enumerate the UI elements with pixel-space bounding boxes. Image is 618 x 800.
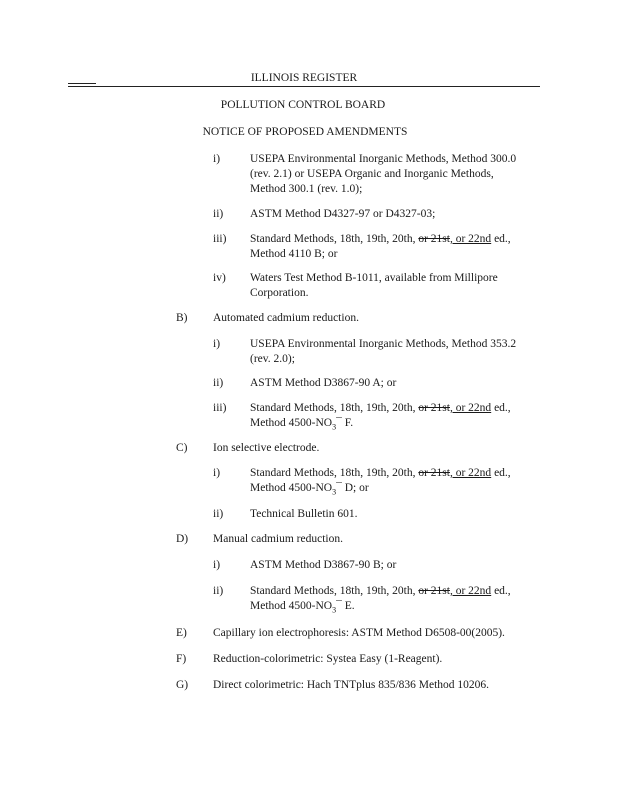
- item-a-i-line1: USEPA Environmental Inorganic Methods, Method 300.0: [250, 153, 517, 165]
- item-b-ii-num: ii): [213, 377, 224, 389]
- section-b-num: B): [176, 312, 188, 324]
- item-b-i-line1: USEPA Environmental Inorganic Methods, Method 353.2: [250, 338, 517, 350]
- deleted-text: or 21st: [418, 467, 450, 479]
- inserted-text: , or 22nd: [449, 467, 492, 479]
- item-c-i-num: i): [213, 467, 221, 479]
- item-a-ii-line1: ASTM Method D4327-97 or D4327-03;: [250, 208, 436, 220]
- item-b-iii-line2: Method $4500-NO_3¯$ F.: [250, 417, 354, 432]
- item-c-i-line1: Standard Methods, 18th, 19th, 20th, or 21st, or 22nd ed.,: [250, 467, 511, 479]
- item-c-i-line2: Method $4500-NO_3¯$ D; or: [250, 482, 369, 497]
- section-d-num: D): [176, 533, 189, 545]
- item-d-ii-num: ii): [213, 585, 224, 597]
- item-a-i-line3: Method 300.1 (rev. 1.0);: [250, 183, 363, 195]
- item-a-iii-line2: Method 4110 B; or: [250, 248, 338, 260]
- item-b-i-line2: (rev. 2.0);: [250, 353, 295, 365]
- item-a-i-num: i): [213, 153, 221, 165]
- section-e-num: E): [176, 627, 187, 639]
- item-a-iv-line2: Corporation.: [250, 287, 309, 299]
- section-b-label: Automated cadmium reduction.: [213, 312, 359, 324]
- inserted-text: , or 22nd: [449, 585, 492, 597]
- item-d-ii-line2: Method $4500-NO_3¯$ E.: [250, 600, 355, 615]
- section-f-label: Reduction-colorimetric: Systea Easy (1-Reagent).: [213, 653, 443, 665]
- section-f-num: F): [176, 653, 187, 665]
- item-b-ii-line1: ASTM Method D3867-90 A; or: [250, 377, 397, 389]
- notice-title: NOTICE OF PROPOSED AMENDMENTS: [202, 126, 408, 138]
- item-a-iv-line1: Waters Test Method B-1011, available from Millipore: [250, 272, 498, 284]
- deleted-text: or 21st: [418, 402, 450, 414]
- register-title: ILLINOIS REGISTER: [250, 72, 358, 84]
- item-d-ii-line1: Standard Methods, 18th, 19th, 20th, or 21st, or 22nd ed.,: [250, 585, 511, 597]
- item-b-iii-line1: Standard Methods, 18th, 19th, 20th, or 21st, or 22nd ed.,: [250, 402, 511, 414]
- deleted-text: or 21st: [418, 233, 450, 245]
- header-rule: [68, 86, 540, 87]
- item-d-i-num: i): [213, 559, 221, 571]
- item-a-i-line2: (rev. 2.1) or USEPA Organic and Inorganic Methods,: [250, 168, 494, 180]
- section-c-label: Ion selective electrode.: [213, 442, 320, 454]
- inserted-text: , or 22nd: [449, 402, 492, 414]
- item-a-iii-num: iii): [213, 233, 227, 245]
- inserted-text: , or 22nd: [449, 233, 492, 245]
- item-d-i-line1: ASTM Method D3867-90 B; or: [250, 559, 397, 571]
- board-title: POLLUTION CONTROL BOARD: [220, 99, 386, 111]
- section-g-num: G): [176, 679, 189, 691]
- section-g-label: Direct colorimetric: Hach TNTplus 835/836 Method 10206.: [213, 679, 490, 691]
- item-a-iii-line1: Standard Methods, 18th, 19th, 20th, or 21st, or 22nd ed.,: [250, 233, 511, 245]
- item-a-ii-num: ii): [213, 208, 224, 220]
- section-d-label: Manual cadmium reduction.: [213, 533, 343, 545]
- item-c-ii-line1: Technical Bulletin 601.: [250, 508, 358, 520]
- item-b-i-num: i): [213, 338, 221, 350]
- section-c-num: C): [176, 442, 188, 454]
- item-a-iv-num: iv): [213, 272, 226, 284]
- deleted-text: or 21st: [418, 585, 450, 597]
- item-c-ii-num: ii): [213, 508, 224, 520]
- section-e-label: Capillary ion electrophoresis: ASTM Method D6508-00(2005).: [213, 627, 505, 639]
- item-b-iii-num: iii): [213, 402, 227, 414]
